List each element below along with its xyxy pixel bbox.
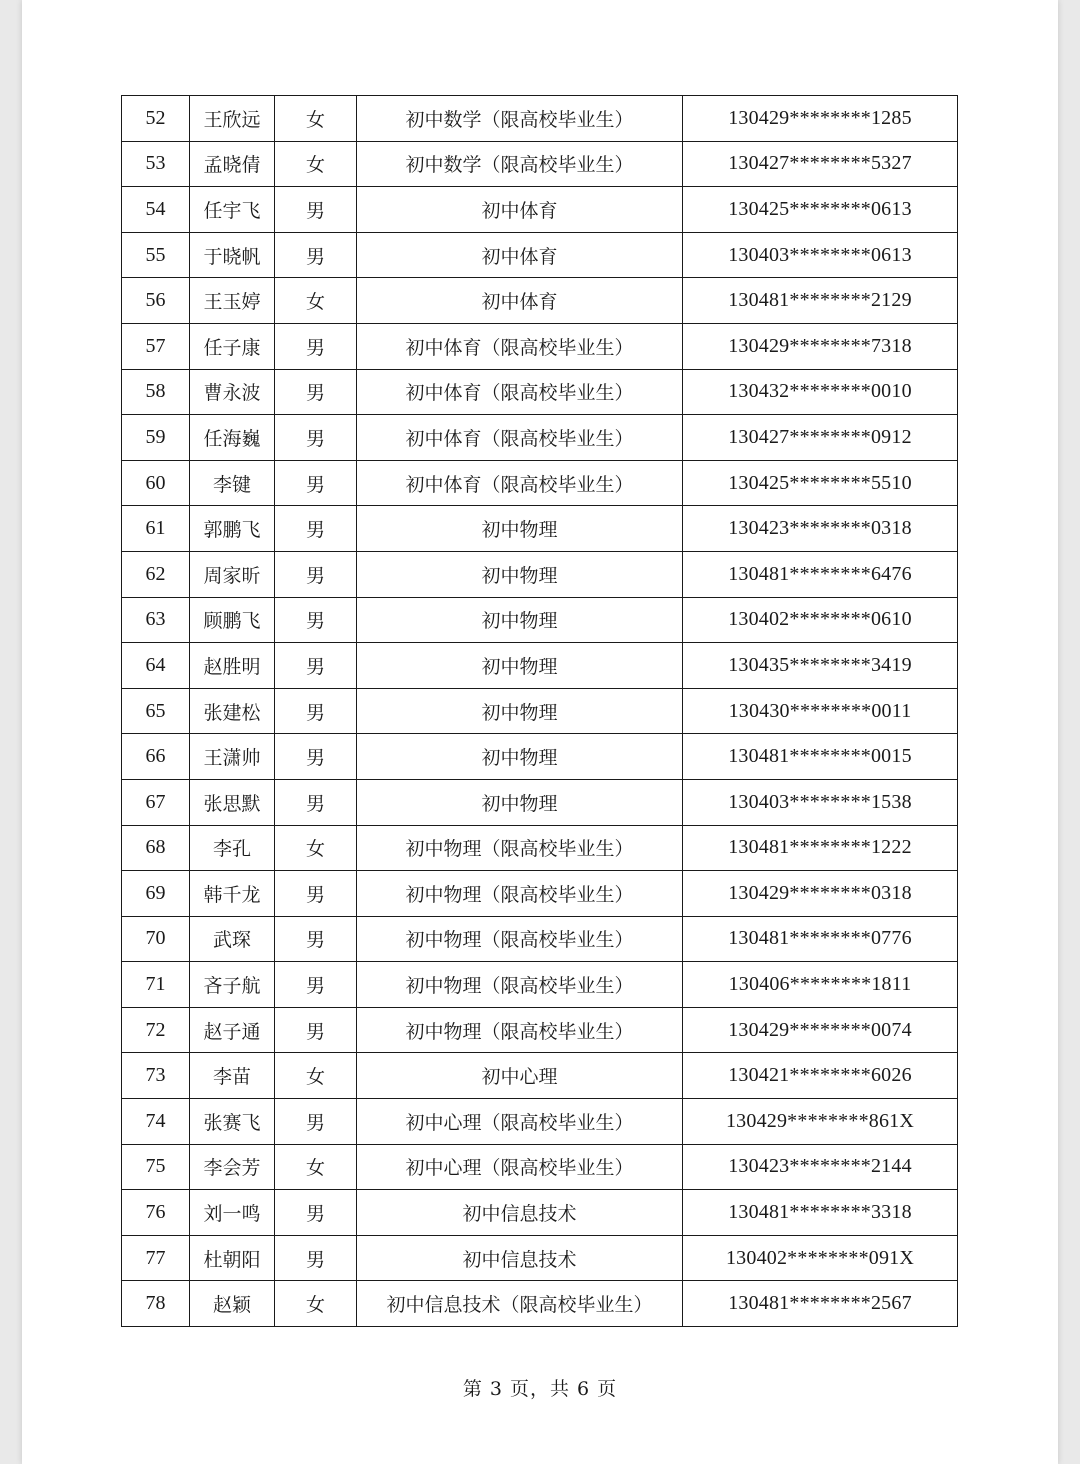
id-number: 130481********0015 bbox=[683, 734, 958, 780]
candidate-name: 武琛 bbox=[190, 916, 275, 962]
table-row bbox=[122, 871, 958, 917]
id-number: 130425********0613 bbox=[683, 187, 958, 233]
row-number: 59 bbox=[122, 415, 190, 461]
candidate-gender: 男 bbox=[275, 187, 357, 233]
row-number: 66 bbox=[122, 734, 190, 780]
position-subject: 初中物理 bbox=[357, 688, 683, 734]
id-number: 130402********091X bbox=[683, 1235, 958, 1281]
candidate-name: 赵子通 bbox=[190, 1007, 275, 1053]
row-number: 53 bbox=[122, 141, 190, 187]
table-row bbox=[122, 551, 958, 597]
row-number: 72 bbox=[122, 1007, 190, 1053]
table-row bbox=[122, 187, 958, 233]
row-number: 76 bbox=[122, 1190, 190, 1236]
id-number: 130421********6026 bbox=[683, 1053, 958, 1099]
id-number: 130430********0011 bbox=[683, 688, 958, 734]
position-subject: 初中物理 bbox=[357, 506, 683, 552]
candidate-name: 任子康 bbox=[190, 323, 275, 369]
table-row bbox=[122, 825, 958, 871]
row-number: 61 bbox=[122, 506, 190, 552]
id-number: 130481********2129 bbox=[683, 278, 958, 324]
document-page bbox=[22, 0, 1058, 1464]
id-number: 130429********1285 bbox=[683, 96, 958, 142]
table-row bbox=[122, 141, 958, 187]
position-subject: 初中物理（限高校毕业生） bbox=[357, 962, 683, 1008]
table-row bbox=[122, 460, 958, 506]
candidate-name: 李苗 bbox=[190, 1053, 275, 1099]
candidate-gender: 女 bbox=[275, 141, 357, 187]
table-row bbox=[122, 1235, 958, 1281]
position-subject: 初中物理（限高校毕业生） bbox=[357, 825, 683, 871]
row-number: 71 bbox=[122, 962, 190, 1008]
table-row bbox=[122, 506, 958, 552]
candidate-name: 于晓帆 bbox=[190, 232, 275, 278]
id-number: 130403********0613 bbox=[683, 232, 958, 278]
position-subject: 初中信息技术（限高校毕业生） bbox=[357, 1281, 683, 1327]
position-subject: 初中物理 bbox=[357, 779, 683, 825]
candidate-gender: 女 bbox=[275, 278, 357, 324]
candidate-gender: 男 bbox=[275, 779, 357, 825]
id-number: 130435********3419 bbox=[683, 643, 958, 689]
table-row bbox=[122, 1144, 958, 1190]
position-subject: 初中数学（限高校毕业生） bbox=[357, 96, 683, 142]
table-row bbox=[122, 1099, 958, 1145]
row-number: 74 bbox=[122, 1099, 190, 1145]
id-number: 130429********0318 bbox=[683, 871, 958, 917]
row-number: 62 bbox=[122, 551, 190, 597]
roster-table-body bbox=[122, 96, 958, 1327]
position-subject: 初中体育（限高校毕业生） bbox=[357, 323, 683, 369]
candidate-gender: 男 bbox=[275, 460, 357, 506]
position-subject: 初中体育 bbox=[357, 187, 683, 233]
table-row bbox=[122, 278, 958, 324]
table-row bbox=[122, 96, 958, 142]
row-number: 65 bbox=[122, 688, 190, 734]
row-number: 63 bbox=[122, 597, 190, 643]
candidate-name: 孟晓倩 bbox=[190, 141, 275, 187]
table-row bbox=[122, 1007, 958, 1053]
candidate-gender: 男 bbox=[275, 506, 357, 552]
table-row bbox=[122, 688, 958, 734]
candidate-name: 王潇帅 bbox=[190, 734, 275, 780]
row-number: 68 bbox=[122, 825, 190, 871]
position-subject: 初中心理（限高校毕业生） bbox=[357, 1144, 683, 1190]
row-number: 52 bbox=[122, 96, 190, 142]
table-row bbox=[122, 1190, 958, 1236]
id-number: 130402********0610 bbox=[683, 597, 958, 643]
candidate-name: 李孔 bbox=[190, 825, 275, 871]
id-number: 130425********5510 bbox=[683, 460, 958, 506]
id-number: 130432********0010 bbox=[683, 369, 958, 415]
row-number: 78 bbox=[122, 1281, 190, 1327]
row-number: 54 bbox=[122, 187, 190, 233]
candidate-gender: 男 bbox=[275, 369, 357, 415]
table-row bbox=[122, 734, 958, 780]
candidate-gender: 男 bbox=[275, 323, 357, 369]
table-row bbox=[122, 1281, 958, 1327]
position-subject: 初中心理（限高校毕业生） bbox=[357, 1099, 683, 1145]
row-number: 58 bbox=[122, 369, 190, 415]
position-subject: 初中物理（限高校毕业生） bbox=[357, 916, 683, 962]
candidate-gender: 男 bbox=[275, 871, 357, 917]
table-row bbox=[122, 369, 958, 415]
position-subject: 初中体育（限高校毕业生） bbox=[357, 415, 683, 461]
candidate-name: 王欣远 bbox=[190, 96, 275, 142]
candidate-gender: 男 bbox=[275, 1099, 357, 1145]
candidate-gender: 女 bbox=[275, 1281, 357, 1327]
candidate-name: 韩千龙 bbox=[190, 871, 275, 917]
position-subject: 初中体育（限高校毕业生） bbox=[357, 369, 683, 415]
row-number: 69 bbox=[122, 871, 190, 917]
candidate-gender: 男 bbox=[275, 916, 357, 962]
table-row bbox=[122, 415, 958, 461]
row-number: 64 bbox=[122, 643, 190, 689]
candidate-gender: 男 bbox=[275, 734, 357, 780]
id-number: 130423********0318 bbox=[683, 506, 958, 552]
candidate-name: 杜朝阳 bbox=[190, 1235, 275, 1281]
table-row bbox=[122, 962, 958, 1008]
position-subject: 初中信息技术 bbox=[357, 1190, 683, 1236]
id-number: 130429********7318 bbox=[683, 323, 958, 369]
id-number: 130481********2567 bbox=[683, 1281, 958, 1327]
candidate-gender: 男 bbox=[275, 415, 357, 461]
id-number: 130427********5327 bbox=[683, 141, 958, 187]
position-subject: 初中物理 bbox=[357, 597, 683, 643]
position-subject: 初中物理 bbox=[357, 734, 683, 780]
candidate-name: 顾鹏飞 bbox=[190, 597, 275, 643]
position-subject: 初中体育（限高校毕业生） bbox=[357, 460, 683, 506]
position-subject: 初中体育 bbox=[357, 232, 683, 278]
id-number: 130423********2144 bbox=[683, 1144, 958, 1190]
position-subject: 初中心理 bbox=[357, 1053, 683, 1099]
candidate-gender: 男 bbox=[275, 232, 357, 278]
table-row bbox=[122, 779, 958, 825]
row-number: 60 bbox=[122, 460, 190, 506]
id-number: 130403********1538 bbox=[683, 779, 958, 825]
id-number: 130429********861X bbox=[683, 1099, 958, 1145]
position-subject: 初中物理 bbox=[357, 643, 683, 689]
id-number: 130481********0776 bbox=[683, 916, 958, 962]
candidate-gender: 男 bbox=[275, 1235, 357, 1281]
candidate-name: 李会芳 bbox=[190, 1144, 275, 1190]
candidate-name: 郭鹏飞 bbox=[190, 506, 275, 552]
row-number: 57 bbox=[122, 323, 190, 369]
candidate-gender: 男 bbox=[275, 688, 357, 734]
id-number: 130481********6476 bbox=[683, 551, 958, 597]
candidate-name: 李键 bbox=[190, 460, 275, 506]
candidate-gender: 男 bbox=[275, 1190, 357, 1236]
table-row bbox=[122, 643, 958, 689]
position-subject: 初中物理（限高校毕业生） bbox=[357, 871, 683, 917]
candidate-gender: 女 bbox=[275, 825, 357, 871]
table-row bbox=[122, 597, 958, 643]
id-number: 130427********0912 bbox=[683, 415, 958, 461]
table-row bbox=[122, 323, 958, 369]
position-subject: 初中数学（限高校毕业生） bbox=[357, 141, 683, 187]
candidate-name: 任海巍 bbox=[190, 415, 275, 461]
candidate-gender: 男 bbox=[275, 1007, 357, 1053]
row-number: 77 bbox=[122, 1235, 190, 1281]
candidate-name: 张赛飞 bbox=[190, 1099, 275, 1145]
position-subject: 初中物理 bbox=[357, 551, 683, 597]
row-number: 67 bbox=[122, 779, 190, 825]
row-number: 55 bbox=[122, 232, 190, 278]
candidate-name: 张思默 bbox=[190, 779, 275, 825]
candidate-name: 刘一鸣 bbox=[190, 1190, 275, 1236]
table-row bbox=[122, 232, 958, 278]
row-number: 56 bbox=[122, 278, 190, 324]
id-number: 130429********0074 bbox=[683, 1007, 958, 1053]
candidate-name: 张建松 bbox=[190, 688, 275, 734]
position-subject: 初中物理（限高校毕业生） bbox=[357, 1007, 683, 1053]
candidate-name: 赵颖 bbox=[190, 1281, 275, 1327]
position-subject: 初中体育 bbox=[357, 278, 683, 324]
candidate-gender: 男 bbox=[275, 643, 357, 689]
row-number: 75 bbox=[122, 1144, 190, 1190]
candidate-gender: 男 bbox=[275, 551, 357, 597]
id-number: 130406********1811 bbox=[683, 962, 958, 1008]
candidate-gender: 女 bbox=[275, 1144, 357, 1190]
table-row bbox=[122, 916, 958, 962]
row-number: 70 bbox=[122, 916, 190, 962]
candidate-gender: 男 bbox=[275, 597, 357, 643]
roster-table bbox=[121, 95, 958, 1327]
candidate-name: 王玉婷 bbox=[190, 278, 275, 324]
id-number: 130481********1222 bbox=[683, 825, 958, 871]
table-row bbox=[122, 1053, 958, 1099]
id-number: 130481********3318 bbox=[683, 1190, 958, 1236]
candidate-name: 吝子航 bbox=[190, 962, 275, 1008]
position-subject: 初中信息技术 bbox=[357, 1235, 683, 1281]
candidate-name: 周家昕 bbox=[190, 551, 275, 597]
candidate-name: 赵胜明 bbox=[190, 643, 275, 689]
candidate-gender: 女 bbox=[275, 1053, 357, 1099]
row-number: 73 bbox=[122, 1053, 190, 1099]
page-number: 第 3 页，共 6 页 bbox=[462, 1378, 618, 1400]
candidate-name: 任宇飞 bbox=[190, 187, 275, 233]
candidate-gender: 女 bbox=[275, 96, 357, 142]
candidate-name: 曹永波 bbox=[190, 369, 275, 415]
candidate-gender: 男 bbox=[275, 962, 357, 1008]
